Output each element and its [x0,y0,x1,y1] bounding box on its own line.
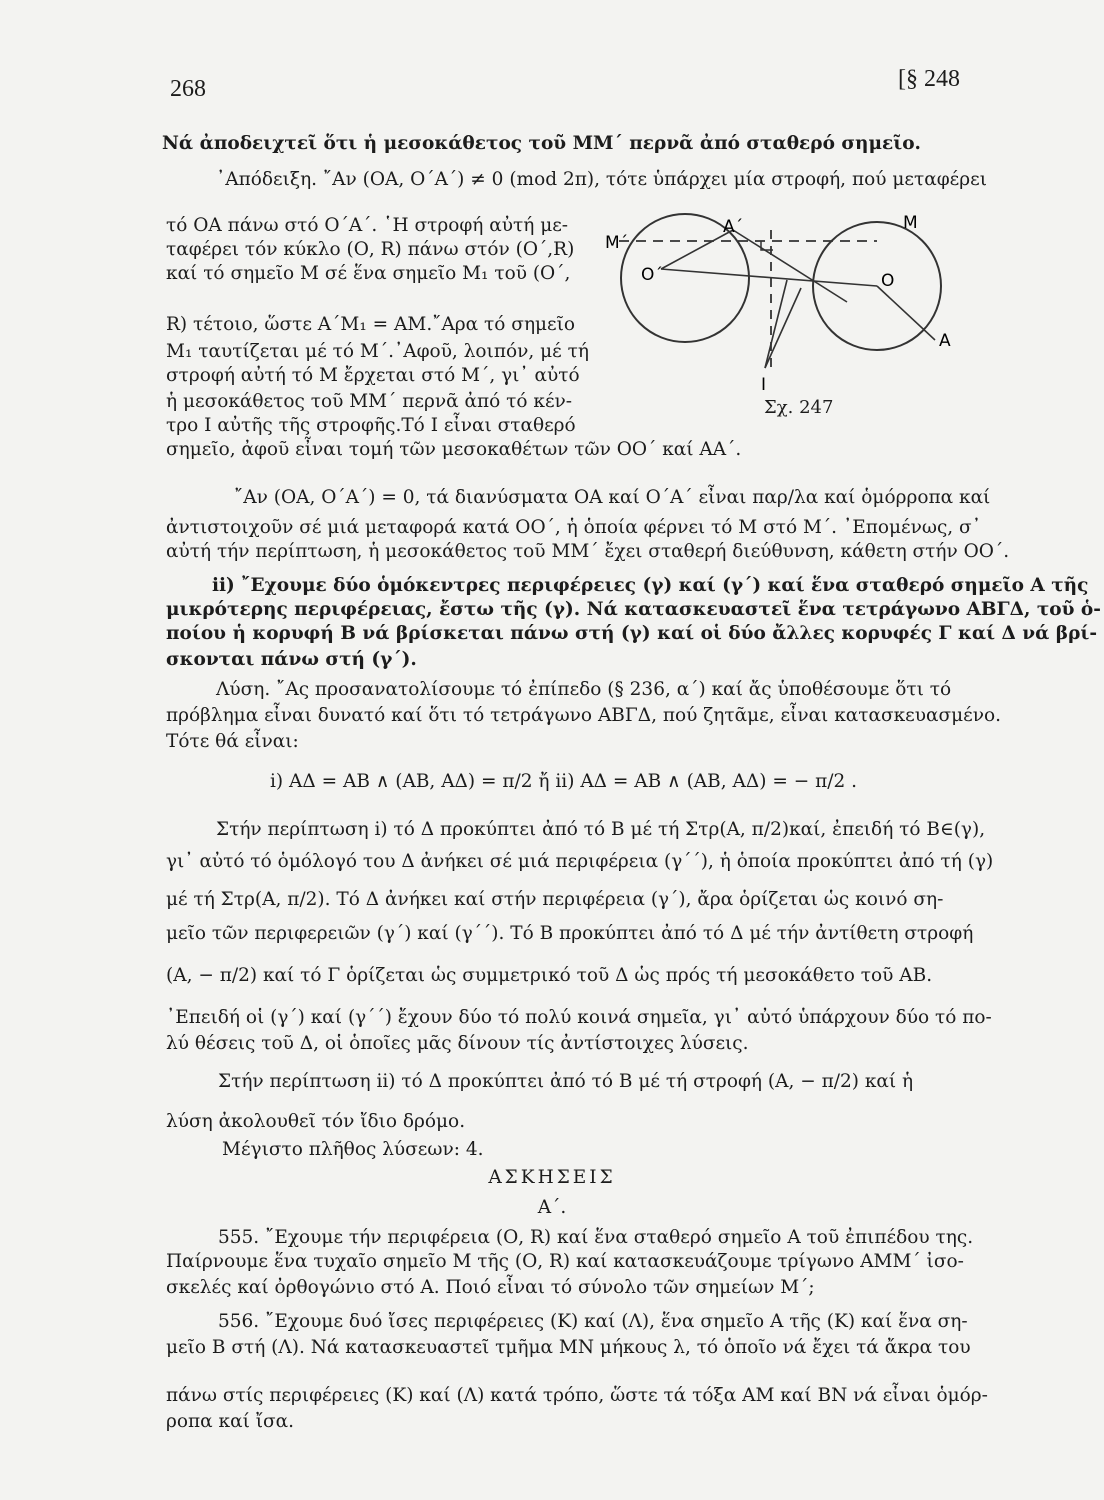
problem-statement: Νά ἀποδειχτεῖ ὅτι ἡ μεσοκάθετος τοῦ ΜΜ΄ περνᾶ ἀπό σταθερό σημεῖο. [162,133,921,154]
solution-line: Στήν περίπτωση i) τό Δ προκύπτει ἀπό τό Β μέ τή Στρ(Α, π/2)καί, ἐπειδή τό Β∈(γ), [216,819,986,840]
proof-line: ἡ μεσοκάθετος τοῦ ΜΜ΄ περνᾶ ἀπό τό κέν- [166,391,573,412]
figure-caption: Σχ. 247 [764,397,834,418]
solution-line: ᾿Επειδή οἱ (γ΄) καί (γ΄΄) ἔχουν δύο τό πολύ κοινά σημεῖα, γι᾿ αὐτό ὑπάρχουν δύο τό πο- [166,1007,992,1028]
solution-line: Μέγιστο πλῆθος λύσεων: 4. [222,1139,484,1160]
exercise-555: Παίρνουμε ἕνα τυχαῖο σημεῖο Μ τῆς (Ο, R) καί κατασκευάζουμε τρίγωνο ΑΜΜ΄ ἰσο- [166,1251,964,1272]
exercise-556: ροπα καί ἴσα. [166,1411,294,1432]
exercise-555: 555. ῎Εχουμε τήν περιφέρεια (Ο, R) καί ἕνα σταθερό σημεῖο Α τοῦ ἐπιπέδου της. [218,1227,974,1248]
segment-oo [661,269,877,286]
label-o-prime: Ο΄ [641,265,663,285]
label-a: Α [939,331,951,351]
solution-line: μεῖο τῶν περιφερειῶν (γ΄) καί (γ΄΄). Τό Β προκύπτει ἀπό τό Δ μέ τήν ἀντίθετη στροφή [166,923,974,944]
solution-line: μέ τή Στρ(Α, π/2). Τό Δ ἀνήκει καί στήν περιφέρεια (γ΄), ἄρα ὁρίζεται ὡς κοινό ση- [166,889,944,910]
label-o: Ο [881,271,895,291]
exercises-subheading: Α΄. [537,1197,567,1218]
solution-line: Στήν περίπτωση ii) τό Δ προκύπτει ἀπό τό Β μέ τή στροφή (Α, − π/2) καί ἡ [218,1071,914,1092]
proof-line: ᾿Απόδειξη. ῎Αν (ΟΑ, Ο΄Α΄) ≠ 0 (mod 2π), τότε ὑπάρχει μία στροφή, πού μεταφέρει [216,169,987,190]
label-i: Ι [761,375,767,395]
body-line: ἀντιστοιχοῦν σέ μιά μεταφορά κατά ΟΟ΄, ἡ ὁποία φέρνει τό Μ στό Μ΄. ᾿Επομένως, σ᾿ [166,517,981,538]
figure-247 [605,213,967,406]
solution-line: (Α, − π/2) καί τό Γ ὁρίζεται ὡς συμμετρικό τοῦ Δ ὡς πρός τή μεσοκάθετο τοῦ ΑΒ. [166,965,933,986]
solution-line: Τότε θά εἶναι: [166,731,299,752]
problem-ii: ii) ῎Εχουμε δύο ὁμόκεντρες περιφέρειες (γ) καί (γ΄) καί ἕνα σταθερό σημεῖο Α τῆς [212,575,1089,596]
proof-line: σημεῖο, ἀφοῦ εἶναι τομή τῶν μεσοκαθέτων τῶν ΟΟ΄ καί ΑΑ΄. [166,439,742,460]
exercise-555: σκελές καί ὀρθογώνιο στό Α. Ποιό εἶναι τό σύνολο τῶν σημείων Μ΄; [166,1277,815,1298]
solution-line: γι᾿ αὐτό τό ὁμόλογό του Δ ἀνήκει σέ μιά περιφέρεια (γ΄΄), ἡ ὁποία προκύπτει ἀπό τή (γ) [166,851,994,872]
proof-line: στροφή αὐτή τό Μ ἔρχεται στό Μ΄, γι᾿ αὐτό [166,365,580,386]
label-m: Μ [903,213,918,233]
proof-line: ταφέρει τόν κύκλο (Ο, R) πάνω στόν (Ο΄,R) [166,239,575,260]
proof-line: τό ΟΑ πάνω στό Ο΄Α΄. ῾Η στροφή αὐτή με- [166,215,569,236]
segment-o-a [877,286,935,340]
solution-line: λύ θέσεις τοῦ Δ, οἱ ὁποῖες μᾶς δίνουν τίς ἀντίστοιχες λύσεις. [166,1033,749,1054]
solution-line: λύση ἀκολουθεῖ τόν ἴδιο δρόμο. [166,1111,466,1132]
body-line: αὐτή τήν περίπτωση, ἡ μεσοκάθετος τοῦ ΜΜ΄ ἔχει σταθερή διεύθυνση, κάθετη στήν ΟΟ΄. [166,541,1010,562]
proof-line: καί τό σημεῖο Μ σέ ἕνα σημεῖο Μ₁ τοῦ (Ο΄, [166,263,571,284]
problem-ii: σκονται πάνω στή (γ΄). [166,649,417,670]
exercise-556: μεῖο Β στή (Λ). Νά κατασκευαστεῖ τμῆμα ΜΝ μήκους λ, τό ὁποῖο νά ἔχει τά ἄκρα του [166,1337,971,1358]
proof-line: τρο Ι αὐτῆς τῆς στροφῆς.Τό Ι εἶναι σταθερό [166,415,576,436]
segment-i-1 [765,280,787,368]
equation-line: i) ΑΔ = ΑΒ ∧ (ΑΒ, ΑΔ) = π/2 ἤ ii) ΑΔ = ΑΒ ∧ (ΑΒ, ΑΔ) = − π/2 . [270,771,858,792]
exercise-556: 556. ῎Εχουμε δυό ἴσες περιφέρειες (Κ) καί (Λ), ἕνα σημεῖο Α τῆς (Κ) καί ἕνα ση- [218,1311,968,1332]
solution-line: Λύση. ῎Ας προσανατολίσουμε τό ἐπίπεδο (§ 236, α΄) καί ἄς ὑποθέσουμε ὅτι τό [216,679,952,700]
body-line: ῎Αν (ΟΑ, Ο΄Α΄) = 0, τά διανύσματα ΟΑ καί Ο΄Α΄ εἶναι παρ/λα καί ὁμόρροπα καί [234,487,991,508]
exercise-556: πάνω στίς περιφέρειες (Κ) καί (Λ) κατά τρόπο, ὥστε τά τόξα ΑΜ καί ΒΝ νά εἶναι ὁμόρ- [166,1385,988,1406]
problem-ii: ποίου ἡ κορυφή Β νά βρίσκεται πάνω στή (γ) καί οἱ δύο ἄλλες κορυφές Γ καί Δ νά βρί- [166,623,1098,644]
page-number: 268 [170,76,206,102]
exercises-heading: ΑΣΚΗΣΕΙΣ [488,1167,616,1188]
proof-line: R) τέτοιο, ὥστε Α΄Μ₁ = ΑΜ.῎Αρα τό σημεῖο [166,314,576,335]
label-a-prime: Α΄ [723,217,744,237]
section-reference: [§ 248 [898,66,960,92]
proof-line: Μ₁ ταυτίζεται μέ τό Μ΄.᾿Αφοῦ, λοιπόν, μέ τή [166,341,589,362]
solution-line: πρόβλημα εἶναι δυνατό καί ὅτι τό τετράγωνο ΑΒΓΔ, πού ζητᾶμε, εἶναι κατασκευασμένο. [166,705,1001,726]
problem-ii: μικρότερης περιφέρειας, ἔστω τῆς (γ). Νά κατασκευαστεῖ ἕνα τετράγωνο ΑΒΓΔ, τοῦ ὁ- [166,599,1101,620]
label-m-prime: Μ΄ [605,233,629,253]
